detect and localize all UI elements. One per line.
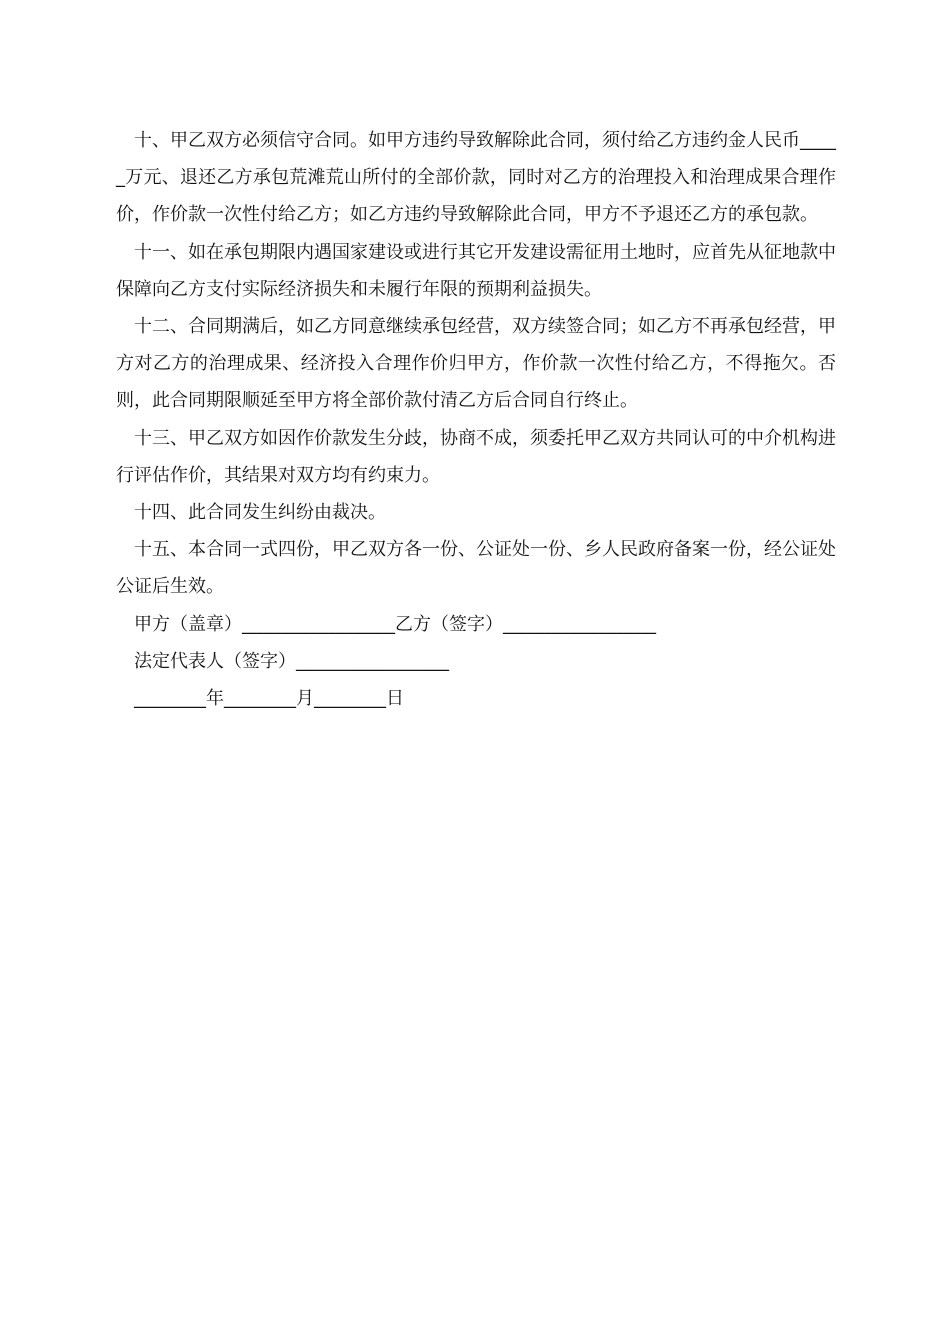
clause-14: 十四、此合同发生纠纷由裁决。 [134,502,386,524]
party-signature-line: 甲方（盖章）_________________乙方（签字）_________________ [134,613,656,635]
clause-10: 十、甲乙双方必须信守合同。如甲方违约导致解除此合同，须付给乙方违约金人民币_____万元、退还乙方承包荒滩荒山所付的全部价款，同时对乙方的治理投入和治理成果合理作价，作价款一次性付给乙方；如乙方违约导致解除此合同，甲方不予退还乙方的承包款。 [116,130,836,226]
contract-body [116,122,836,717]
date-line: ________年________月________日 [134,688,404,710]
clause-12: 十二、合同期满后，如乙方同意继续承包经营，双方续签合同；如乙方不再承包经营，甲方对乙方的治理成果、经济投入合理作价归甲方，作价款一次性付给乙方，不得拖欠。否则，此合同期限顺延至甲方将全部价款付清乙方后合同自行终止。 [116,316,836,412]
clause-13: 十三、甲乙双方如因作价款发生分歧，协商不成，须委托甲乙双方共同认可的中介机构进行评估作价，其结果对双方均有约束力。 [116,427,836,486]
clause-15: 十五、本合同一式四份，甲乙双方各一份、公证处一份、乡人民政府备案一份，经公证处公证后生效。 [116,539,836,598]
legal-representative-signature-line: 法定代表人（签字）_________________ [134,650,449,672]
clause-11: 十一、如在承包期限内遇国家建设或进行其它开发建设需征用土地时，应首先从征地款中保障向乙方支付实际经济损失和未履行年限的预期利益损失。 [116,241,836,300]
